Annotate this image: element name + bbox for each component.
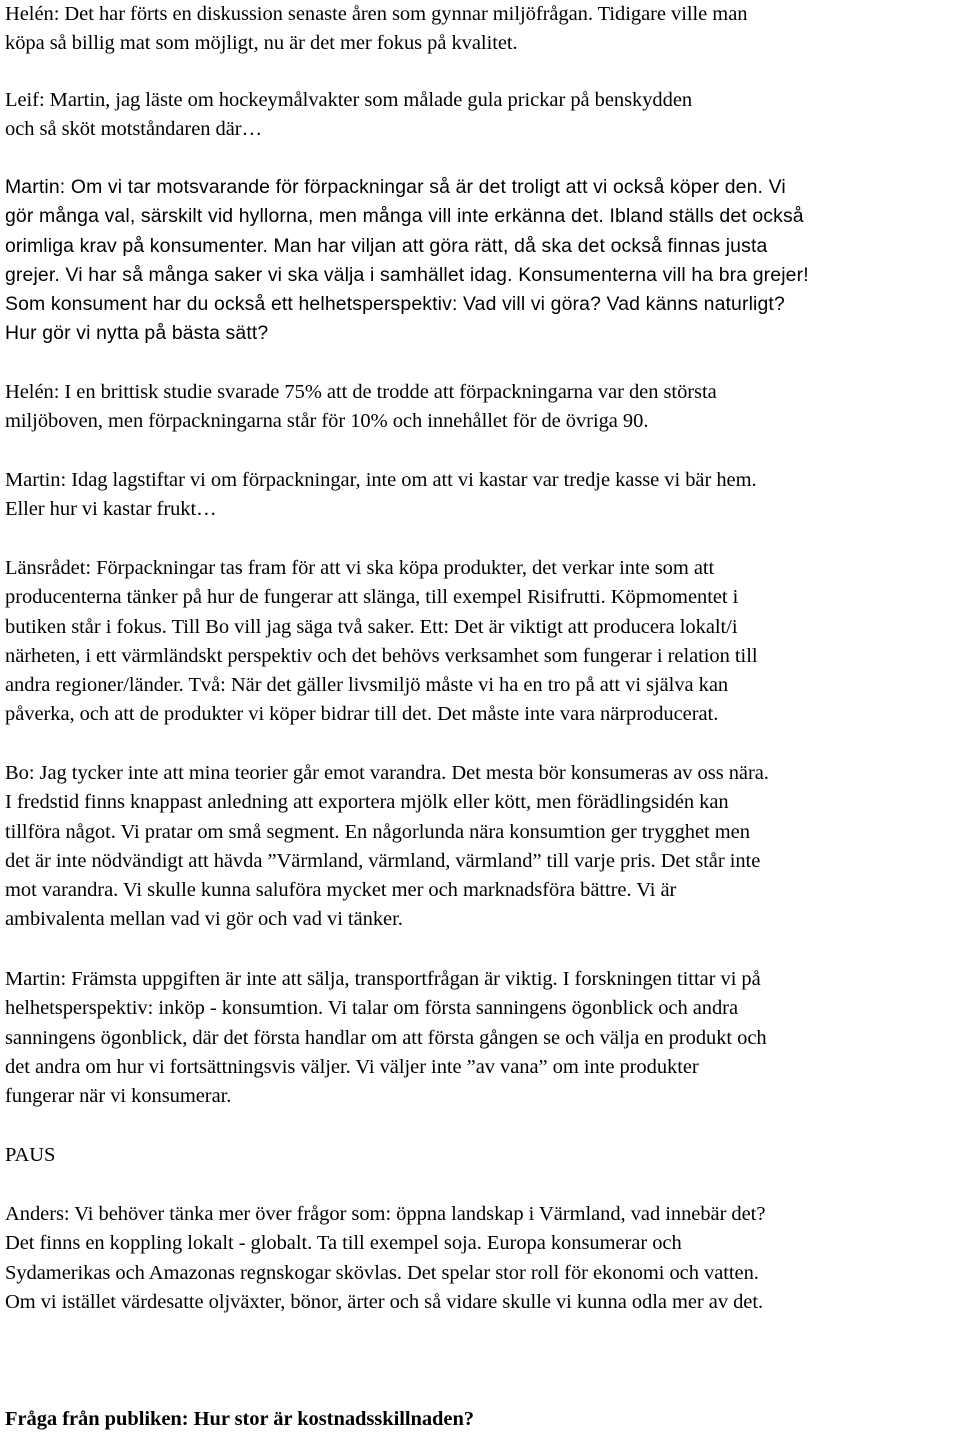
paragraph-martin-2 — [5, 466, 757, 525]
text-line: andra regioner/länder. Två: När det gäller livsmiljö måste vi ha en tro på att vi själva kan — [5, 674, 729, 697]
text-line: påverka, och att de produkter vi köper bidrar till det. Det måste inte vara närproducerat. — [5, 703, 719, 726]
text-line: Sydamerikas och Amazonas regnskogar skövlas. Det spelar stor roll för ekonomi och vatten. — [5, 1261, 759, 1284]
paragraph-audience-question — [5, 1405, 474, 1434]
text-line: sanningens ögonblick, där det första handlar om att första gången se och välja en produkt och — [5, 1026, 767, 1049]
text-line: det är inte nödvändigt att hävda ”Värmland, värmland, värmland” till varje pris. Det står inte — [5, 849, 761, 872]
text-line: närheten, i ett värmländskt perspektiv och det behövs verksamhet som fungerar i relation till — [5, 644, 758, 667]
text-line: Helén: Det har förts en diskussion senaste åren som gynnar miljöfrågan. Tidigare ville man — [5, 3, 748, 25]
text-line: Det finns en koppling lokalt - globalt. Ta till exempel soja. Europa konsumerar och — [5, 1232, 682, 1255]
text-line: miljöboven, men förpackningarna står för 10% och innehållet för de övriga 90. — [5, 410, 649, 433]
paragraph-leif — [5, 86, 692, 145]
text-line: Martin: Idag lagstiftar vi om förpackningar, inte om att vi kastar var tredje kasse vi bär hem. — [5, 469, 757, 491]
text-line: gör många val, särskilt vid hyllorna, men många vill inte erkänna det. Ibland ställs det också — [5, 205, 804, 228]
text-line: Länsrådet: Förpackningar tas fram för att vi ska köpa produkter, det verkar inte som att — [5, 557, 715, 579]
text-line: Leif: Martin, jag läste om hockeymålvakter som målade gula prickar på benskydden — [5, 89, 693, 111]
text-line: Bo: Jag tycker inte att mina teorier går emot varandra. Det mesta bör konsumeras av oss nära. — [5, 762, 769, 784]
paragraph-anders — [5, 1200, 765, 1317]
text-line: fungerar när vi konsumerar. — [5, 1085, 232, 1108]
text-line: Martin: Främsta uppgiften är inte att sälja, transportfrågan är viktig. I forskningen tittar vi på — [5, 968, 761, 990]
text-line: ambivalenta mellan vad vi gör och vad vi tänker. — [5, 908, 403, 931]
text-line: Hur gör vi nytta på bästa sätt? — [5, 322, 269, 345]
text-line: PAUS — [5, 1144, 56, 1166]
text-line: producenterna tänker på hur de fungerar att slänga, till exempel Risifrutti. Köpmomentet i — [5, 586, 739, 609]
text-line: Fråga från publiken: Hur stor är kostnadsskillnaden? — [5, 1408, 475, 1430]
paragraph-helen-1 — [5, 0, 747, 59]
paragraph-lansradet — [5, 554, 758, 730]
text-line: mot varandra. Vi skulle kunna saluföra mycket mer och marknadsföra bättre. Vi är — [5, 879, 677, 902]
text-line: Helén: I en brittisk studie svarade 75% att de trodde att förpackningarna var den största — [5, 381, 717, 403]
text-line: I fredstid finns knappast anledning att exportera mjölk eller kött, men förädlingsidén kan — [5, 791, 729, 814]
text-line: orimliga krav på konsumenter. Man har viljan att göra rätt, då ska det också finnas justa — [5, 234, 768, 257]
text-line: Som konsument har du också ett helhetsperspektiv: Vad vill vi göra? Vad känns naturligt? — [5, 293, 785, 316]
text-line: köpa så billig mat som möjligt, nu är det mer fokus på kvalitet. — [5, 32, 518, 55]
text-line: butiken står i fokus. Till Bo vill jag säga två saker. Ett: Det är viktigt att producera lokalt/i — [5, 615, 738, 638]
text-line: Eller hur vi kastar frukt… — [5, 498, 217, 521]
text-line: tillföra något. Vi pratar om små segment. En någorlunda nära konsumtion ger trygghet men — [5, 820, 750, 843]
text-line: grejer. Vi har så många saker vi ska välja i samhället idag. Konsumenterna vill ha bra grejer! — [5, 263, 809, 286]
paragraph-bo — [5, 759, 769, 935]
text-line: Om vi istället värdesatte oljväxter, bönor, ärter och så vidare skulle vi kunna odla mer av det. — [5, 1290, 764, 1313]
text-line: det andra om hur vi fortsättningsvis väljer. Vi väljer inte ”av vana” om inte produkter — [5, 1055, 699, 1078]
paragraph-paus — [5, 1141, 55, 1170]
text-line: Martin: Om vi tar motsvarande för förpackningar så är det troligt att vi också köper den. Vi — [5, 176, 786, 198]
text-line: Anders: Vi behöver tänka mer över frågor som: öppna landskap i Värmland, vad innebär det? — [5, 1203, 766, 1225]
text-line: helhetsperspektiv: inköp - konsumtion. Vi talar om första sanningens ögonblick och andra — [5, 997, 738, 1020]
paragraph-helen-2 — [5, 378, 717, 437]
paragraph-martin-1 — [5, 173, 809, 349]
text-line: och så sköt motståndaren där… — [5, 118, 263, 141]
paragraph-martin-3 — [5, 965, 767, 1111]
